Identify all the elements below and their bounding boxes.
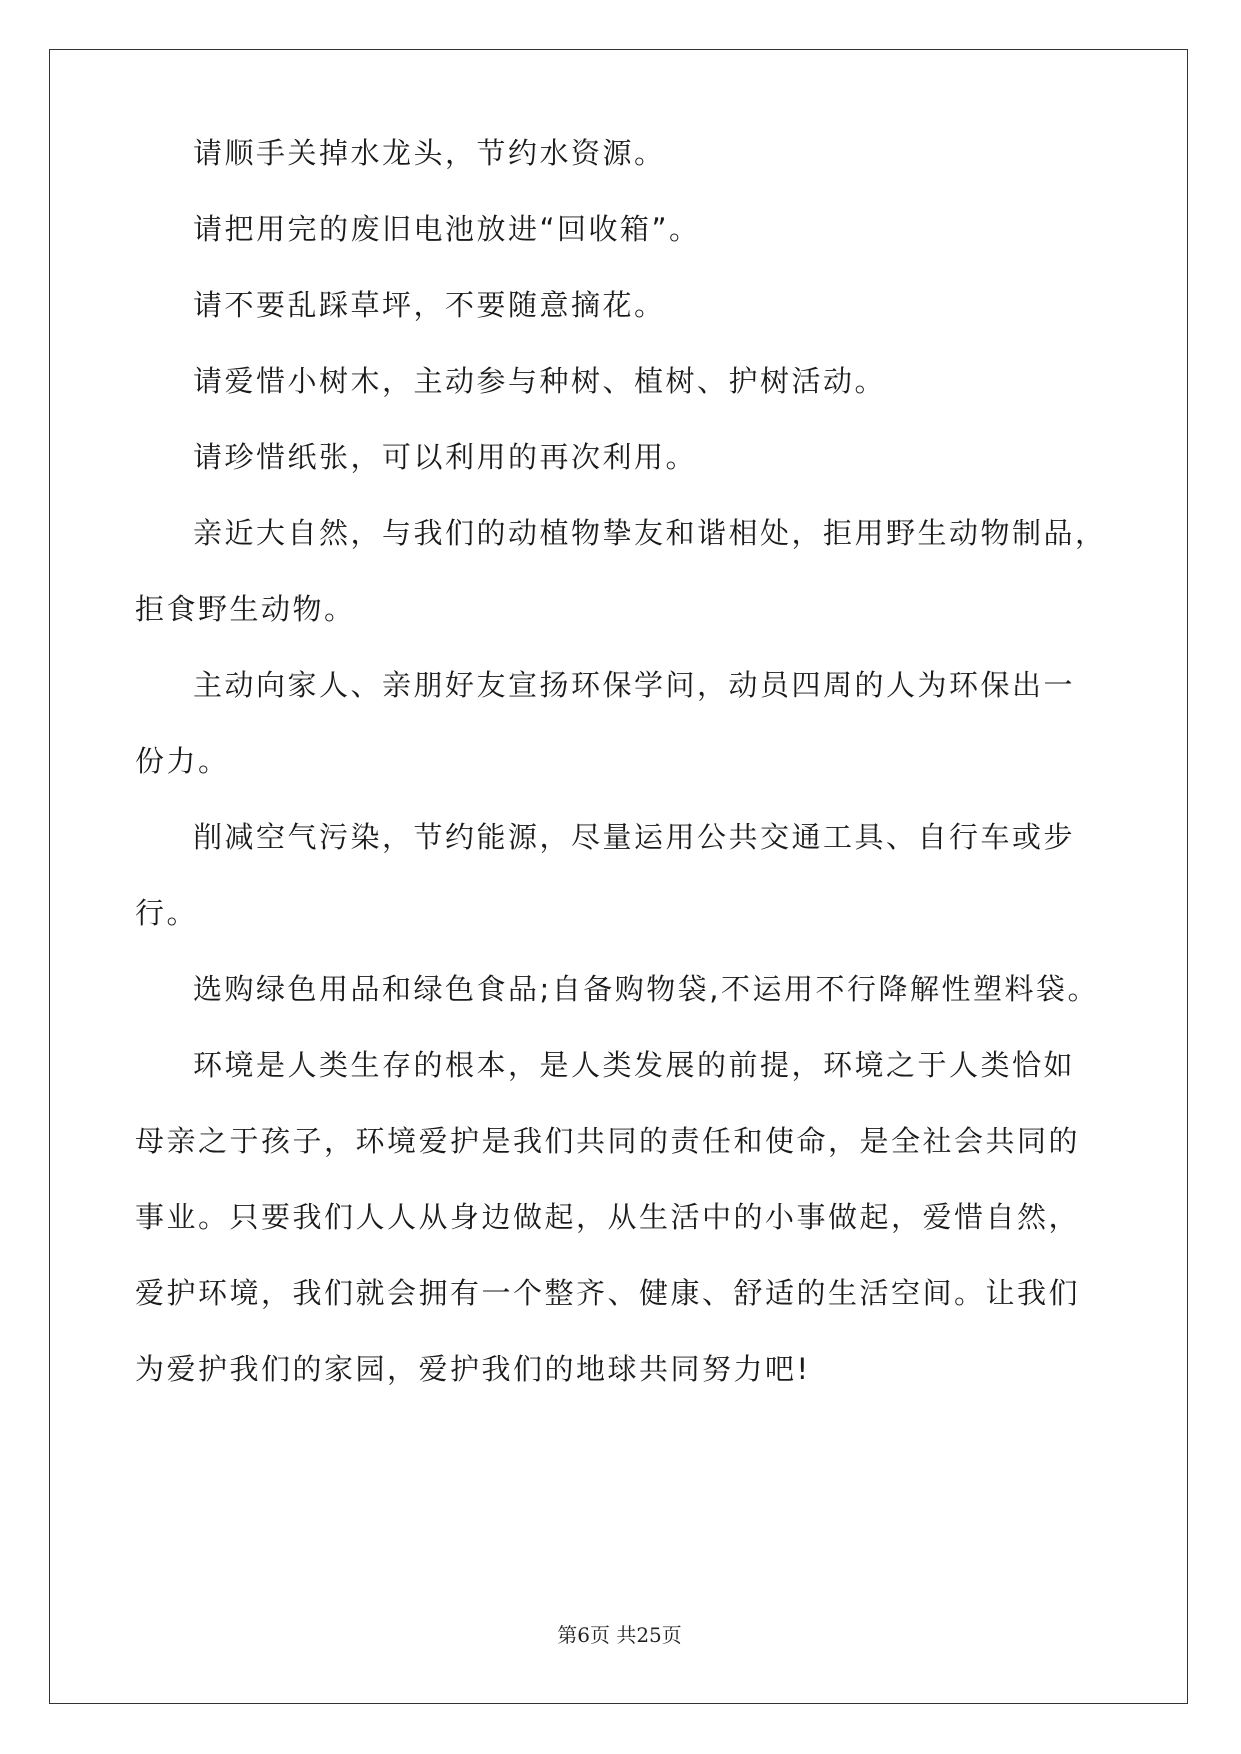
text-line: 拒食野生动物。 — [135, 592, 356, 626]
text-line: 主动向家人、亲朋好友宣扬环保学问，动员四周的人为环保出一 — [193, 668, 1076, 702]
text-line: 环境是人类生存的根本，是人类发展的前提，环境之于人类恰如 — [193, 1048, 1076, 1082]
text-line: 份力。 — [135, 744, 230, 778]
text-line: 请爱惜小树木，主动参与种树、植树、护树活动。 — [193, 364, 887, 398]
text-line: 请顺手关掉水龙头，节约水资源。 — [193, 136, 666, 170]
text-line: 为爱护我们的家园，爱护我们的地球共同努力吧! — [135, 1352, 811, 1386]
text-line: 爱护环境，我们就会拥有一个整齐、健康、舒适的生活空间。让我们 — [135, 1276, 1081, 1310]
text-line: 请把用完的废旧电池放进“回收箱”。 — [193, 212, 701, 246]
page-frame — [49, 49, 1188, 1704]
text-line: 请不要乱踩草坪，不要随意摘花。 — [193, 288, 666, 322]
text-line: 请珍惜纸张，可以利用的再次利用。 — [193, 440, 698, 474]
text-line: 行。 — [135, 896, 199, 930]
text-line: 亲近大自然，与我们的动植物挚友和谐相处，拒用野生动物制品， — [193, 516, 1107, 550]
text-line: 削减空气污染，节约能源，尽量运用公共交通工具、自行车或步 — [193, 820, 1076, 854]
text-line: 选购绿色用品和绿色食品;自备购物袋,不运用不行降解性塑料袋。 — [193, 972, 1099, 1006]
text-line: 事业。只要我们人人从身边做起，从生活中的小事做起，爱惜自然， — [135, 1200, 1081, 1234]
page-footer: 第6页 共25页 — [557, 1623, 682, 1647]
text-line: 母亲之于孩子，环境爱护是我们共同的责任和使命，是全社会共同的 — [135, 1124, 1081, 1158]
